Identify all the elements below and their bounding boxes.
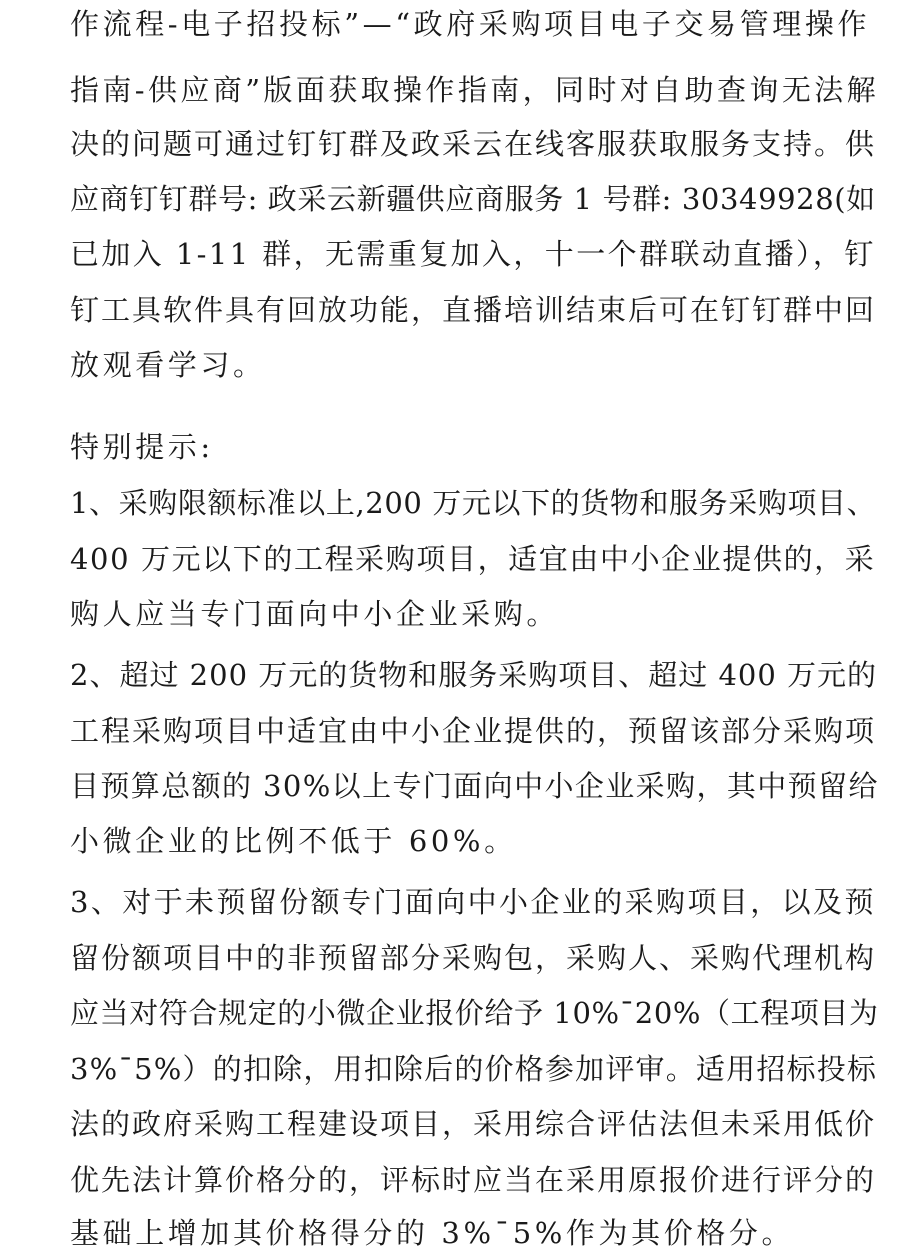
text-line: 2、超过 200 万元的货物和服务采购项目、超过 400 万元的 bbox=[70, 658, 878, 692]
text-line: 工程采购项目中适宜由中小企业提供的，预留该部分采购项 bbox=[70, 714, 877, 748]
text-line: 作流程-电子招投标”—“政府采购项目电子交易管理操作 bbox=[70, 7, 871, 41]
text-line: 3、对于未预留份额专门面向中小企业的采购项目，以及预 bbox=[70, 885, 876, 919]
text-line: 优先法计算价格分的，评标时应当在采用原报价进行评分的 bbox=[70, 1163, 877, 1197]
text-line: 已加入 1-11 群，无需重复加入，十一个群联动直播），钉 bbox=[70, 237, 876, 271]
text-line: 钉工具软件具有回放功能，直播培训结束后可在钉钉群中回 bbox=[70, 293, 877, 327]
text-line: 放观看学习。 bbox=[70, 348, 266, 382]
text-line: 购人应当专门面向中小企业采购。 bbox=[70, 597, 560, 631]
text-line: 决的问题可通过钉钉群及政采云在线客服获取服务支持。供 bbox=[70, 127, 877, 161]
notice-heading: 特别提示: bbox=[70, 430, 214, 464]
text-line: 小微企业的比例不低于 60%。 bbox=[70, 824, 517, 858]
text-line: 应商钉钉群号: 政采云新疆供应商服务 1 号群: 30349928(如 bbox=[70, 182, 876, 216]
text-line: 基础上增加其价格得分的 3%¯5%作为其价格分。 bbox=[70, 1216, 795, 1250]
text-line: 3%¯5%）的扣除，用扣除后的价格参加评审。适用招标投标 bbox=[70, 1052, 878, 1086]
text-line: 应当对符合规定的小微企业报价给予 10%¯20%（工程项目为 bbox=[70, 996, 879, 1030]
text-line: 目预算总额的 30%以上专门面向中小企业采购，其中预留给 bbox=[70, 769, 879, 803]
text-line: 法的政府采购工程建设项目，采用综合评估法但未采用低价 bbox=[70, 1107, 877, 1141]
text-line: 指南-供应商”版面获取操作指南，同时对自助查询无法解 bbox=[70, 73, 880, 107]
text-line: 400 万元以下的工程采购项目，适宜由中小企业提供的，采 bbox=[70, 542, 876, 576]
text-line: 1、采购限额标准以上,200 万元以下的货物和服务采购项目、 bbox=[70, 486, 877, 520]
text-line: 留份额项目中的非预留部分采购包，采购人、采购代理机构 bbox=[70, 941, 877, 975]
